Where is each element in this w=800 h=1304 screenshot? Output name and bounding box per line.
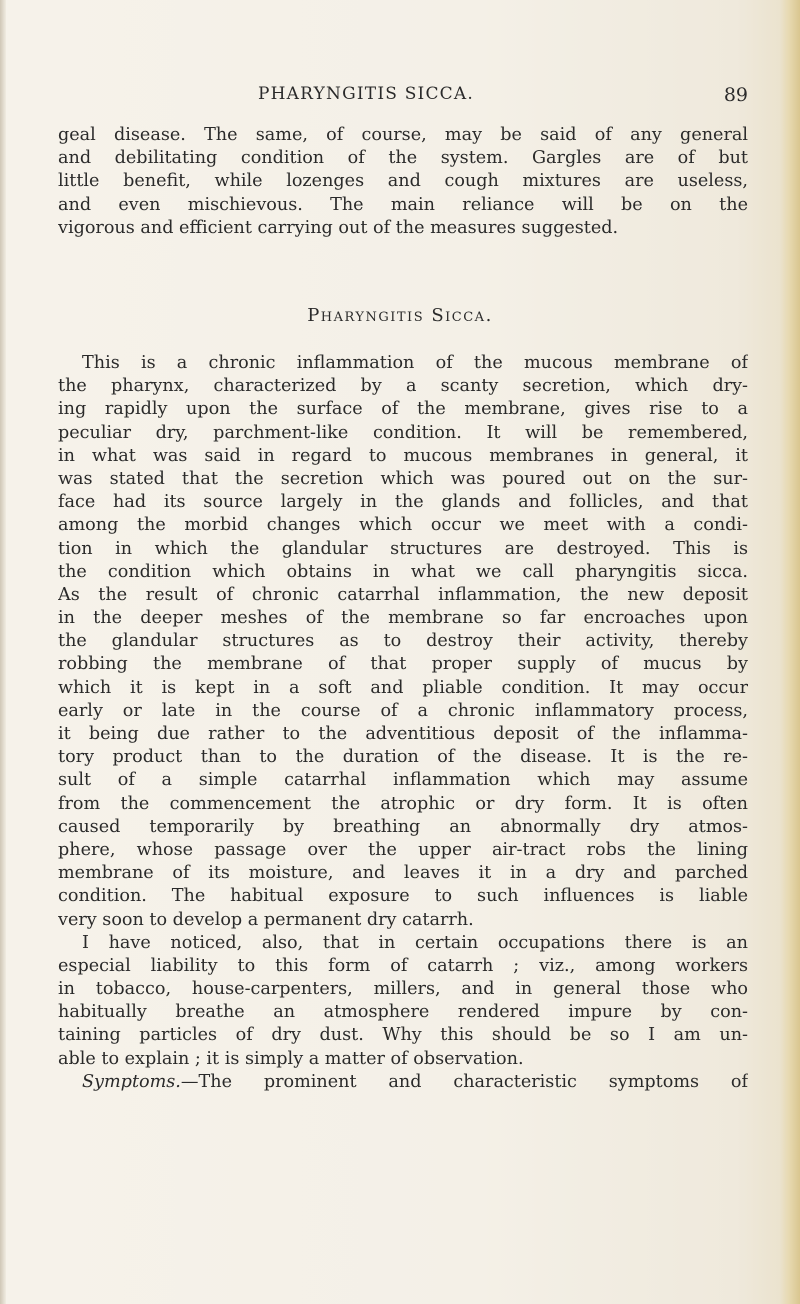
text-line: caused temporarily by breathing an abnormally dry atmos-	[58, 816, 748, 837]
text-line: very soon to develop a permanent dry catarrh.	[58, 909, 474, 930]
text-line: sult of a simple catarrhal inflammation which may assume	[58, 770, 748, 791]
symptoms-line	[58, 1071, 748, 1094]
intro-paragraph	[58, 124, 748, 240]
text-line: was stated that the secretion which was poured out on the sur-	[58, 468, 748, 489]
text-line: little benefit, while lozenges and cough mixtures are useless,	[58, 171, 748, 192]
text-line: able to explain ; it is simply a matter of observation.	[58, 1048, 524, 1069]
text-line: from the commencement the atrophic or dry form. It is often	[58, 793, 748, 814]
text-line: in what was said in regard to mucous membranes in general, it	[58, 445, 748, 466]
main-paragraph	[58, 352, 748, 1094]
text-line: in tobacco, house-carpenters, millers, and in general those who	[58, 979, 748, 1000]
text-line: and debilitating condition of the system. Gargles are of but	[58, 148, 748, 169]
symptoms-heading: Symptoms.	[82, 1071, 181, 1092]
text-line: membrane of its moisture, and leaves it in a dry and parched	[58, 863, 748, 884]
text-line: face had its source largely in the glands and follicles, and that	[58, 492, 748, 513]
text-line: condition. The habitual exposure to such influences is liable	[58, 886, 748, 907]
text-line: the pharynx, characterized by a scanty secretion, which dry-	[58, 376, 748, 397]
text-line: phere, whose passage over the upper air-tract robs the lining	[58, 839, 748, 860]
text-line: especial liability to this form of catarrh ; viz., among workers	[58, 955, 748, 976]
text-line: the condition which obtains in what we call pharyngitis sicca.	[58, 561, 748, 582]
text-line: tion in which the glandular structures are destroyed. This is	[58, 538, 748, 559]
text-line: early or late in the course of a chronic inflammatory process,	[58, 700, 748, 721]
page-header	[58, 84, 748, 112]
text-line: This is a chronic inflammation of the mucous membrane of	[82, 353, 748, 373]
text-line: geal disease. The same, of course, may be said of any general	[58, 125, 748, 145]
text-line: I have noticed, also, that in certain occupations there is an	[82, 932, 748, 953]
text-line: tory product than to the duration of the disease. It is the re-	[58, 747, 748, 768]
page-number: 89	[723, 84, 748, 106]
text-line: peculiar dry, parchment-like condition. It will be remembered,	[58, 422, 748, 443]
symptoms-text: —The prominent and characteristic symptoms of	[180, 1071, 748, 1092]
text-line: in the deeper meshes of the membrane so far encroaches upon	[58, 608, 748, 629]
text-line: the glandular structures as to destroy their activity, thereby	[58, 631, 748, 652]
text-line: robbing the membrane of that proper supply of mucus by	[58, 654, 748, 675]
text-line: among the morbid changes which occur we meet with a condi-	[58, 515, 748, 536]
text-line: it being due rather to the adventitious deposit of the inflamma-	[58, 724, 748, 744]
text-line: vigorous and efficient carrying out of the measures suggested.	[58, 217, 619, 238]
page-left-edge	[0, 0, 6, 1304]
running-head: PHARYNGITIS SICCA.	[258, 84, 474, 104]
text-line: habitually breathe an atmosphere rendered impure by con-	[58, 1002, 748, 1023]
text-line: As the result of chronic catarrhal inflammation, the new deposit	[58, 584, 748, 605]
section-heading: Pharyngitis Sicca.	[307, 305, 493, 326]
text-line: which it is kept in a soft and pliable condition. It may occur	[58, 677, 748, 698]
text-line: ing rapidly upon the surface of the membrane, gives rise to a	[58, 399, 748, 420]
text-line: and even mischievous. The main reliance will be on the	[58, 194, 748, 215]
page-right-edge-stain	[780, 0, 800, 1304]
text-line: taining particles of dry dust. Why this should be so I am un-	[58, 1025, 748, 1046]
